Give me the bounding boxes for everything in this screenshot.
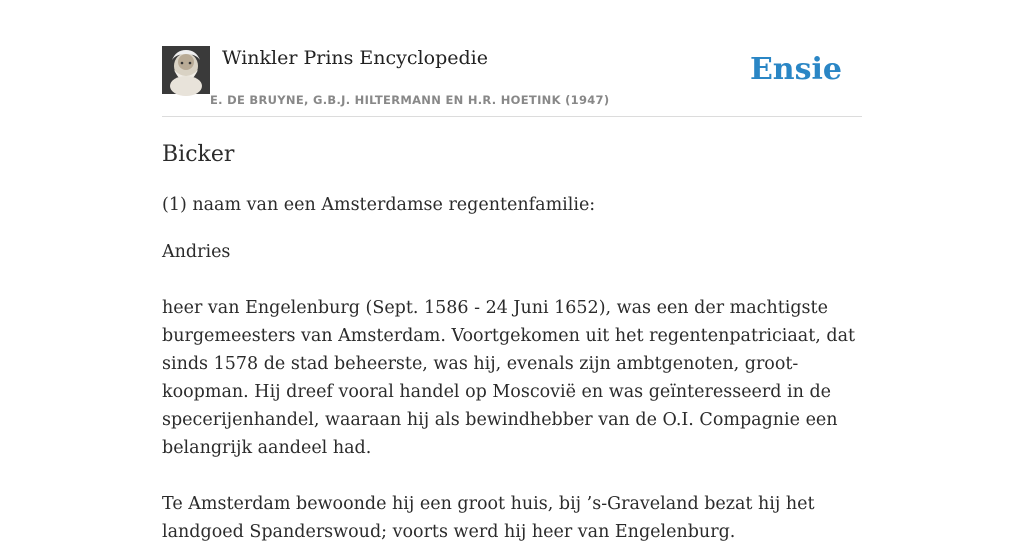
source-header — [162, 46, 862, 117]
article-paragraph: Te Amsterdam bewoonde hij een groot huis, bij ’s-Graveland bezat hij het landgoed Spanderswoud; voorts werd hij heer van Engelenburg. — [162, 494, 815, 542]
article-paragraph: heer van Engelenburg (Sept. 1586 - 24 Juni 1652), was een der machtigste burgemeesters van Amsterdam. Voortgekomen uit het regentenpatriciaat, dat sinds 1578 de stad beheerste, was hij, evenals zijn ambtgenoten, groot-koopman. Hij dreef vooral handel op Moscovië en was geïnteresseerd in de specerijenhandel, waaraan hij als bewindhebber van de O.I. Compagnie een belangrijk aandeel had. — [162, 298, 856, 458]
article-intro: (1) naam van een Amsterdamse regentenfamilie: — [162, 195, 596, 215]
article-content — [162, 140, 862, 546]
source-title[interactable]: Winkler Prins Encyclopedie — [222, 47, 488, 69]
author-portrait-icon — [162, 46, 210, 94]
ensie-logo[interactable]: Ensie — [749, 52, 842, 87]
article-subject: Andries — [162, 242, 231, 262]
author-avatar — [162, 46, 210, 94]
article-headword: Bicker — [162, 142, 235, 167]
source-authors: E. DE BRUYNE, G.B.J. HILTERMANN EN H.R. HOETINK (1947) — [210, 93, 610, 107]
